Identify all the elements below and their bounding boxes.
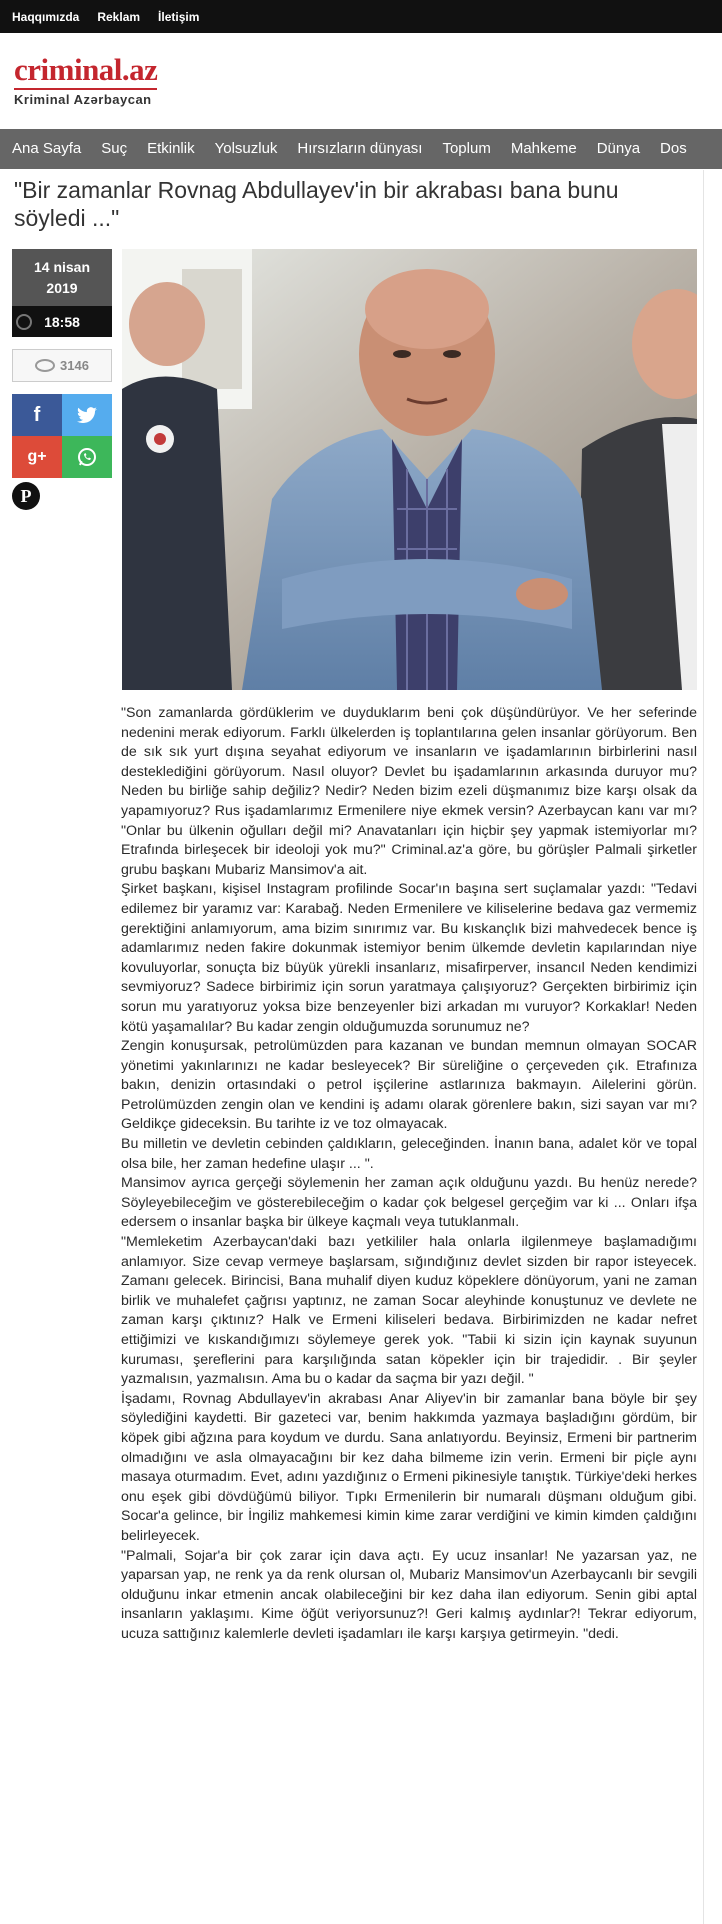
time-badge (12, 306, 112, 337)
topbar-link-contact[interactable]: İletişim (158, 9, 200, 24)
article-paragraph-1: "Son zamanlarda gördüklerim ve duyduklarım beni çok düşündürüyor. Ve her seferinde nedenini merak ediyorum. Farklı ülkelerden iş toplantılarına gelen insanlar görüyorum. Ben de sık sık yurt dışına seyahat ediyorum ve insanların ve işadamlarının birbirlerini nasıl desteklediğini görüyorum. Nasıl oluyor? Devlet bu işadamlarının arkasında duruyor mu? Neden bu birliğe sahip değiliz? Nedir? Neden bizim ezeli düşmanımız bize karşı olsak da yapamıyoruz? Rus işadamlarımız Ermenilere niye ekmek versin? Azerbaycan kanı var mı? "Onlar bu ülkenin oğulları değil mi? Anavatanları için hiçbir şey yapmak istemiyorlar mı? Etrafında birleşecek bir ideoloji yok mu?" Criminal.az'a göre, bu görüşler Palmali şirketler grubu başkanı Mubariz Mansimov'a ait. (121, 705, 697, 878)
logo-main-text: criminal.az (14, 52, 158, 87)
site-logo[interactable] (14, 54, 157, 107)
twitter-icon (77, 407, 97, 423)
nav-item-court[interactable]: Mahkeme (510, 140, 577, 157)
article-paragraph-7: İşadamı, Rovnag Abdullayev'in akrabası Anar Aliyev'in bir zamanlar bana böyle bir şey söylediğini kaydetti. Bir gazeteci var, benim hakkımda yazmaya başladığını gördüm, bir köpek gibi ağzına para koydum ve durdu. Sana anlatıyordu. Beyinsiz, Ermeni bir partnerim olmadığını ve asla olmayacağını bir kez daha bilmeme izin verin. Ermeni bir piçle aynı masaya oturmadım. Evet, adını yazdığınız o Ermeni pikinesiyle tanıştık. Türkiye'deki herkes onu eşek gibi dövdüğümü biliyor. Tıpkı Ermenilerin bir numaralı düşmanı olduğum gibi. Socar'a gelince, bir İngiliz mahkemesi kimin kime zarar verdiğini ve kimin kimden çaldığını belirleyecek. (121, 1390, 697, 1544)
date-year: 2019 (46, 280, 78, 296)
article-paragraph-8: "Palmali, Sojar'a bir çok zarar için dava açtı. Ey ucuz insanlar! Ne yazarsan yaz, ne yaparsan yap, ne renk ya da renk olursan ol, Mubariz Mansimov'un Azerbaycanlı bir sevgili olduğunu inkar etmenin ancak olabileceğini bir kez daha ilan ediyorum. Senin gibi aptal insanların yaklaşımı. Kime öğüt veriyorsunuz?! Geri kalmış aydınlar?! Tekrar ediyorum, ucuza sattığınız kalemlerle devleti işadamları ile karşı karşıya getirmeyin. "dedi. (121, 1547, 697, 1642)
share-buttons (12, 394, 112, 478)
whatsapp-icon (77, 447, 97, 467)
nav-item-home[interactable]: Ana Sayfa (12, 140, 82, 157)
article-photo (122, 249, 697, 690)
nav-item-corruption[interactable]: Yolsuzluk (214, 140, 278, 157)
main-nav (0, 129, 722, 169)
facebook-share-button[interactable] (12, 394, 62, 436)
photo-illustration (122, 249, 697, 690)
view-count-text: 3146 (60, 358, 89, 373)
pinterest-icon: P (20, 485, 32, 506)
eye-icon (35, 359, 55, 372)
nav-item-thieves-world[interactable]: Hırsızların dünyası (297, 140, 423, 157)
date-badge (12, 249, 112, 306)
nav-item-society[interactable]: Toplum (442, 140, 491, 157)
article-paragraph-2: Şirket başkanı, kişisel Instagram profilinde Socar'ın başına sert suçlamalar yazdı: "Tedavi edilemez bir yaramız var: Karabağ. Neden Ermenilere ve kiliselerine bedava gaz vermemiz gerektiğini anlamıyorum, ama bizim sınırımız var. Bu kıskançlık bizi mahvedecek bence iş adamlarımız neden fakire dokunmak istemiyor benim ülkemde devletin kapılarından niye kovuluyorlar, sonuçta biz büyük yürekli insanlarız, misafirperver, insancıl Neden kendimizi sevmiyoruz? Sadece birbirimiz için sorun yaratmaya çalışıyoruz? Gerçekten birbirimiz için sorun mu yaratıyoruz yoksa bize benzeyenler bizi arkadan mı vuruyor? Korkaklar! Neden kötü yaşamalılar? Bu kadar zengin olduğumuzda sorunumuz ne? (121, 881, 697, 1035)
top-bar (0, 0, 722, 33)
nav-item-world[interactable]: Dünya (596, 140, 641, 157)
date-day: 14 nisan (33, 259, 91, 275)
whatsapp-share-button[interactable] (62, 436, 112, 478)
nav-item-events[interactable]: Etkinlik (147, 140, 195, 157)
logo-tagline: Kriminal Azərbaycan (14, 88, 157, 107)
twitter-share-button[interactable] (62, 394, 112, 436)
view-count (12, 349, 112, 382)
topbar-link-ads[interactable]: Reklam (97, 9, 141, 24)
article-meta (12, 249, 112, 510)
site-header (0, 33, 722, 129)
facebook-icon: f (33, 403, 41, 426)
article-paragraph-6: "Memleketim Azerbaycan'daki bazı yetkililer hala onlarla ilgilenmeye başlamadığımı anlamıyor. Size cevap vermeye başlarsam, sığındığınız devlet sizden bir rapor isteyecek. Zamanı gelecek. Birincisi, Bana muhalif diyen kuduz köpeklere dönüyorum, yani ne zaman birlik ve muhalefet çağrısı yaptınız, ne zaman Socar aleyhinde konuştunuz ve devlete ne zaman karşı çıktınız? Halk ve Ermeni kiliseleri bedava. Birbirimizden ne kadar nefret ettiğimizi ve kıskandığımızı söylemeye gerek yok. "Tabii ki sizin için kaynak suyunun kuruması, şereflerini para karşılığında satan köpekler için bir trajedidir. . Bir şeyler yazmalısın, yazmalısın. Ama bu o kadar da saçma bir yazı değil. " (121, 1234, 697, 1388)
article-paragraph-4: Bu milletin ve devletin cebinden çaldıkların, geleceğinden. İnanın bana, adalet kör ve topal olsa bile, her zaman hedefine ulaşır ... ". (121, 1136, 697, 1172)
googleplus-icon: g+ (27, 448, 47, 465)
time-text: 18:58 (44, 313, 80, 330)
googleplus-share-button[interactable] (12, 436, 62, 478)
topbar-link-about[interactable]: Haqqımızda (12, 9, 80, 24)
nav-item-crime[interactable]: Suç (101, 140, 128, 157)
nav-item-dos[interactable]: Dos (660, 140, 687, 157)
article-paragraph-5: Mansimov ayrıca gerçeği söylemenin her zaman açık olduğunu yazdı. Bu henüz nerede? Söyleyebileceğim ve gösterebileceğim o kadar çok belgesel gerçeğim var ki ... Onları ifşa edersem o insanlar başka bir ülkeye kaçmalı veya tutuklanmalı. (121, 1175, 697, 1231)
article-paragraph-3: Zengin konuşursak, petrolümüzden para kazanan ve bundan memnun olmayan SOCAR yönetimi yakınlarınızı ne kadar besleyecek? Bir süreliğine o çerçeveden çık. Etrafınıza bakın, denizin ortasındaki o petrol işçilerine astlarınıza bakmayın. Ailelerini görün. Petrolümüzden zengin olan ve kendini iş adamı olarak görenlere bakın, sizi sayan var mı? Geldikçe gideceksin. Bu tarihte iz ve toz olmayacak. (121, 1038, 697, 1133)
right-sidebar (703, 170, 722, 1924)
clock-icon (16, 314, 32, 330)
pinterest-share-button[interactable] (12, 482, 40, 510)
article-title: "Bir zamanlar Rovnag Abdullayev'in bir akrabası bana bunu söyledi ..." (14, 177, 619, 231)
article-body (121, 704, 697, 1645)
